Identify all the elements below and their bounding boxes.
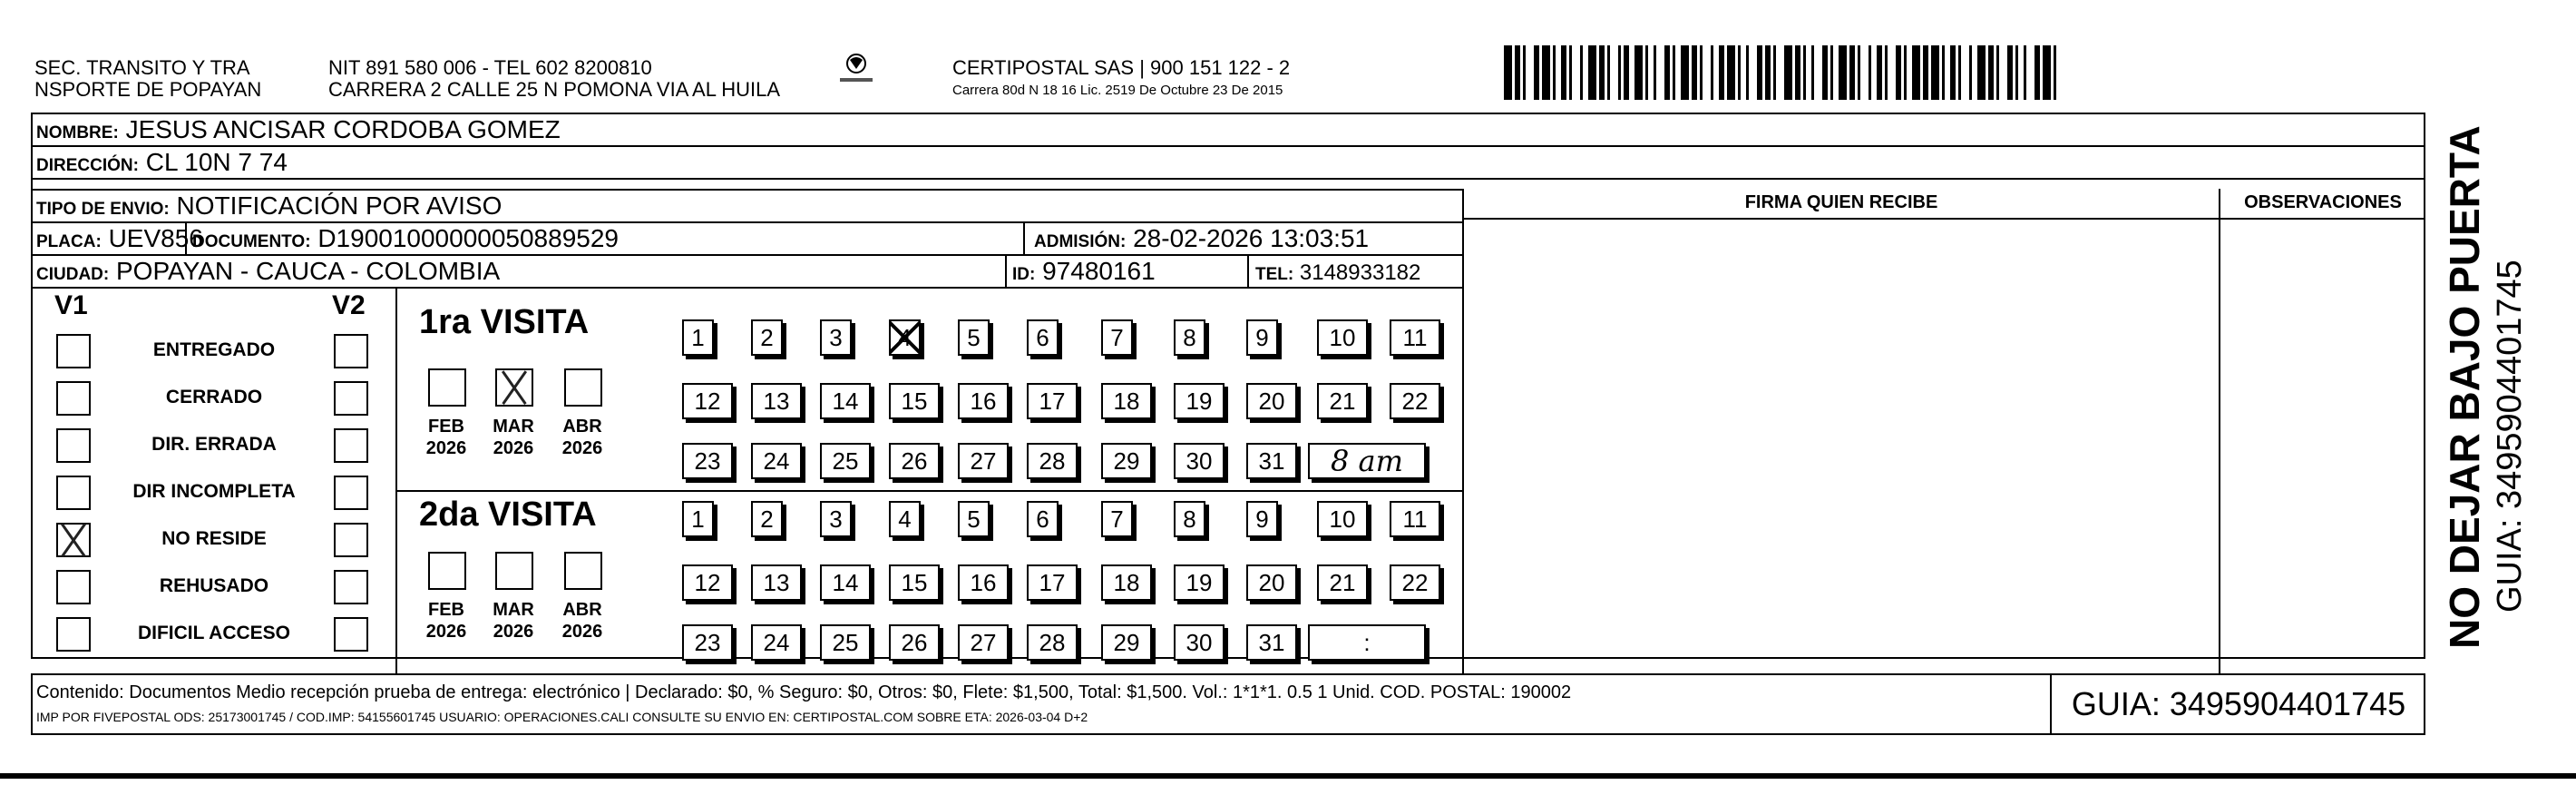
month-name: MAR [493, 600, 534, 620]
page-edge [0, 773, 2576, 779]
day-box[interactable]: 8 [1174, 501, 1205, 537]
v1-checkbox[interactable] [56, 334, 91, 368]
id-value: 97480161 [1042, 257, 1156, 285]
v2-header: V2 [332, 290, 366, 320]
day-box[interactable]: 21 [1317, 383, 1368, 419]
day-box[interactable]: 18 [1101, 383, 1152, 419]
no-under-door-warning: NO DEJAR BAJO PUERTA [2441, 125, 2488, 649]
month-checkbox[interactable] [495, 368, 533, 407]
day-box[interactable]: 10 [1317, 319, 1368, 356]
status-label: ENTREGADO [152, 339, 276, 360]
day-box[interactable]: 20 [1246, 383, 1297, 419]
second-visit-title: 2da VISITA [419, 496, 597, 534]
day-box[interactable]: 10 [1317, 501, 1368, 537]
address-label: DIRECCIÓN: [36, 156, 139, 175]
document-value: D19001000000050889529 [317, 224, 619, 252]
courier-license: Carrera 80d N 18 16 Lic. 2519 De Octubre 23 De 2015 [952, 83, 1283, 98]
day-box[interactable]: 14 [820, 564, 871, 601]
day-box[interactable]: 22 [1390, 383, 1440, 419]
admission-value: 28-02-2026 13:03:51 [1133, 224, 1370, 252]
side-guide: GUIA: 3495904401745 [2491, 260, 2529, 613]
day-box[interactable]: 28 [1027, 443, 1078, 479]
footer-content: Contenido: Documentos Medio recepción prueba de entrega: electrónico | Declarado: $0, % Seguro: $0, Otros: $0, Flete: $1,500, Total: $1,500. Vol.: 1*1*1. 0.5 1 Unid. COD. POSTAL: 190002 [36, 682, 1572, 702]
day-box[interactable]: 26 [889, 443, 940, 479]
send-type: NOTIFICACIÓN POR AVISO [176, 191, 503, 220]
status-label: DIR. ERRADA [151, 434, 277, 455]
v2-checkbox[interactable] [334, 523, 368, 557]
day-box[interactable]: 1 [682, 319, 714, 356]
day-box[interactable]: 3 [820, 501, 852, 537]
courier-logo [834, 47, 878, 91]
day-box[interactable]: 31 [1246, 624, 1297, 661]
day-box[interactable]: 2 [751, 319, 783, 356]
month-checkbox[interactable] [495, 552, 533, 590]
send-type-row [36, 191, 502, 225]
v1-checkbox[interactable] [56, 381, 91, 416]
day-box[interactable]: 6 [1027, 501, 1059, 537]
status-label: DIR INCOMPLETA [132, 481, 296, 502]
name-label: NOMBRE: [36, 123, 119, 142]
document-row [192, 223, 619, 258]
month-year: 2026 [493, 438, 534, 458]
day-box[interactable]: 25 [820, 443, 871, 479]
day-box[interactable]: 25 [820, 624, 871, 661]
divider [185, 221, 187, 254]
day-box[interactable]: 11 [1390, 319, 1440, 356]
day-box[interactable]: 9 [1246, 501, 1278, 537]
city-value: POPAYAN - CAUCA - COLOMBIA [116, 257, 501, 285]
day-box[interactable]: 11 [1390, 501, 1440, 537]
tel-value: 3148933182 [1299, 260, 1421, 285]
month-name: ABR [562, 417, 602, 437]
day-box[interactable]: 22 [1390, 564, 1440, 601]
day-box[interactable]: 5 [958, 319, 990, 356]
v2-checkbox[interactable] [334, 334, 368, 368]
first-visit-title: 1ra VISITA [419, 303, 590, 341]
day-box[interactable]: 30 [1174, 443, 1225, 479]
month-year: 2026 [425, 622, 467, 642]
day-box[interactable]: 17 [1027, 564, 1078, 601]
divider [1247, 254, 1249, 287]
divider [1464, 218, 2425, 220]
sender-address: CARRERA 2 CALLE 25 N POMONA VIA AL HUILA [328, 78, 781, 101]
divider [31, 178, 2425, 180]
day-box[interactable]: 28 [1027, 624, 1078, 661]
month-checkbox[interactable] [428, 368, 466, 407]
day-box[interactable]: 7 [1101, 319, 1133, 356]
day-box[interactable]: 27 [958, 624, 1009, 661]
day-box[interactable]: 29 [1101, 624, 1152, 661]
day-box[interactable]: 15 [889, 383, 940, 419]
divider [397, 490, 1464, 492]
admission-row [1034, 223, 1369, 258]
day-box[interactable]: 16 [958, 564, 1009, 601]
v1-checkbox[interactable] [56, 617, 91, 652]
sender-name-line1: SEC. TRANSITO Y TRA [34, 56, 250, 79]
tel-row [1255, 258, 1420, 290]
month-name: MAR [493, 417, 534, 437]
sender-name-line2: NSPORTE DE POPAYAN [34, 78, 262, 101]
day-box[interactable]: 5 [958, 501, 990, 537]
v2-checkbox[interactable] [334, 428, 368, 463]
day-box[interactable]: 9 [1246, 319, 1278, 356]
divider [2219, 189, 2220, 673]
signature-header: FIRMA QUIEN RECIBE [1744, 192, 1938, 212]
v2-checkbox[interactable] [334, 570, 368, 604]
day-box[interactable]: 29 [1101, 443, 1152, 479]
id-row [1012, 256, 1156, 290]
day-box[interactable]: 20 [1246, 564, 1297, 601]
day-box[interactable]: 14 [820, 383, 871, 419]
day-box[interactable]: 13 [751, 383, 802, 419]
day-box[interactable]: 3 [820, 319, 852, 356]
v2-checkbox[interactable] [334, 381, 368, 416]
v1-checkbox[interactable] [56, 428, 91, 463]
day-box[interactable]: 23 [682, 624, 733, 661]
v1-checkbox[interactable] [56, 570, 91, 604]
month-name: FEB [428, 417, 464, 437]
city-row [36, 256, 500, 290]
v1-header: V1 [54, 290, 88, 320]
day-box[interactable]: 23 [682, 443, 733, 479]
divider [1462, 189, 1464, 673]
day-box[interactable]: 4 [889, 319, 921, 356]
plate-row [36, 223, 203, 258]
recipient-name-row [36, 114, 561, 149]
day-box[interactable]: 24 [751, 443, 802, 479]
plate-label: PLACA: [36, 232, 102, 251]
day-box[interactable]: 12 [682, 564, 733, 601]
month-checkbox[interactable] [428, 552, 466, 590]
tel-label: TEL: [1255, 265, 1294, 284]
day-box[interactable]: 24 [751, 624, 802, 661]
recipient-address-row [36, 147, 288, 182]
divider [1023, 221, 1025, 254]
day-box[interactable]: 27 [958, 443, 1009, 479]
divider [1005, 254, 1007, 287]
day-box[interactable]: 7 [1101, 501, 1133, 537]
day-box[interactable]: 15 [889, 564, 940, 601]
day-box[interactable]: 8 [1174, 319, 1205, 356]
second-visit-time[interactable]: : [1308, 624, 1426, 661]
v2-checkbox[interactable] [334, 617, 368, 652]
recipient-address: CL 10N 7 74 [145, 148, 288, 176]
day-box[interactable]: 4 [889, 501, 921, 537]
observations-header: OBSERVACIONES [2244, 192, 2402, 212]
v1-checkbox[interactable] [56, 523, 91, 557]
month-year: 2026 [493, 622, 534, 642]
day-box[interactable]: 13 [751, 564, 802, 601]
v1-checkbox[interactable] [56, 476, 91, 510]
month-name: FEB [428, 600, 464, 620]
day-box[interactable]: 18 [1101, 564, 1152, 601]
day-box[interactable]: 1 [682, 501, 714, 537]
send-type-label: TIPO DE ENVIO: [36, 200, 170, 219]
month-name: ABR [562, 600, 602, 620]
plate-value: UEV856 [108, 224, 203, 252]
month-year: 2026 [561, 438, 603, 458]
divider [395, 287, 397, 673]
status-label: CERRADO [165, 387, 263, 407]
month-checkbox[interactable] [564, 552, 602, 590]
status-label: NO RESIDE [161, 528, 267, 549]
day-box[interactable]: 17 [1027, 383, 1078, 419]
day-box[interactable]: 16 [958, 383, 1009, 419]
sender-nit: NIT 891 580 006 - TEL 602 8200810 [328, 56, 652, 79]
month-checkbox[interactable] [564, 368, 602, 407]
recipient-name: JESUS ANCISAR CORDOBA GOMEZ [125, 115, 561, 143]
v2-checkbox[interactable] [334, 476, 368, 510]
day-box[interactable]: 31 [1246, 443, 1297, 479]
day-box[interactable]: 21 [1317, 564, 1368, 601]
month-year: 2026 [425, 438, 467, 458]
barcode [1504, 45, 2248, 100]
courier-name: CERTIPOSTAL SAS | 900 151 122 - 2 [952, 56, 1291, 79]
day-box[interactable]: 19 [1174, 564, 1225, 601]
document-label: DOCUMENTO: [192, 232, 311, 251]
status-label: DIFICIL ACCESO [137, 623, 290, 643]
day-box[interactable]: 6 [1027, 319, 1059, 356]
first-visit-time[interactable]: 8 am [1308, 443, 1426, 479]
id-label: ID: [1012, 265, 1036, 284]
city-label: CIUDAD: [36, 265, 110, 284]
day-box[interactable]: 19 [1174, 383, 1225, 419]
day-box[interactable]: 30 [1174, 624, 1225, 661]
day-box[interactable]: 2 [751, 501, 783, 537]
month-year: 2026 [561, 622, 603, 642]
status-label: REHUSADO [159, 575, 269, 596]
footer-guide: GUIA: 3495904401745 [2071, 685, 2406, 722]
day-box[interactable]: 12 [682, 383, 733, 419]
day-box[interactable]: 26 [889, 624, 940, 661]
admission-label: ADMISIÓN: [1034, 232, 1127, 251]
footer-print-info: IMP POR FIVEPOSTAL ODS: 25173001745 / COD.IMP: 54155601745 USUARIO: OPERACIONES.CALI CONSULTE SU ENVIO EN: CERTIPOSTAL.COM SOBRE ETA: 2026-03-04 D+2 [36, 710, 1088, 724]
